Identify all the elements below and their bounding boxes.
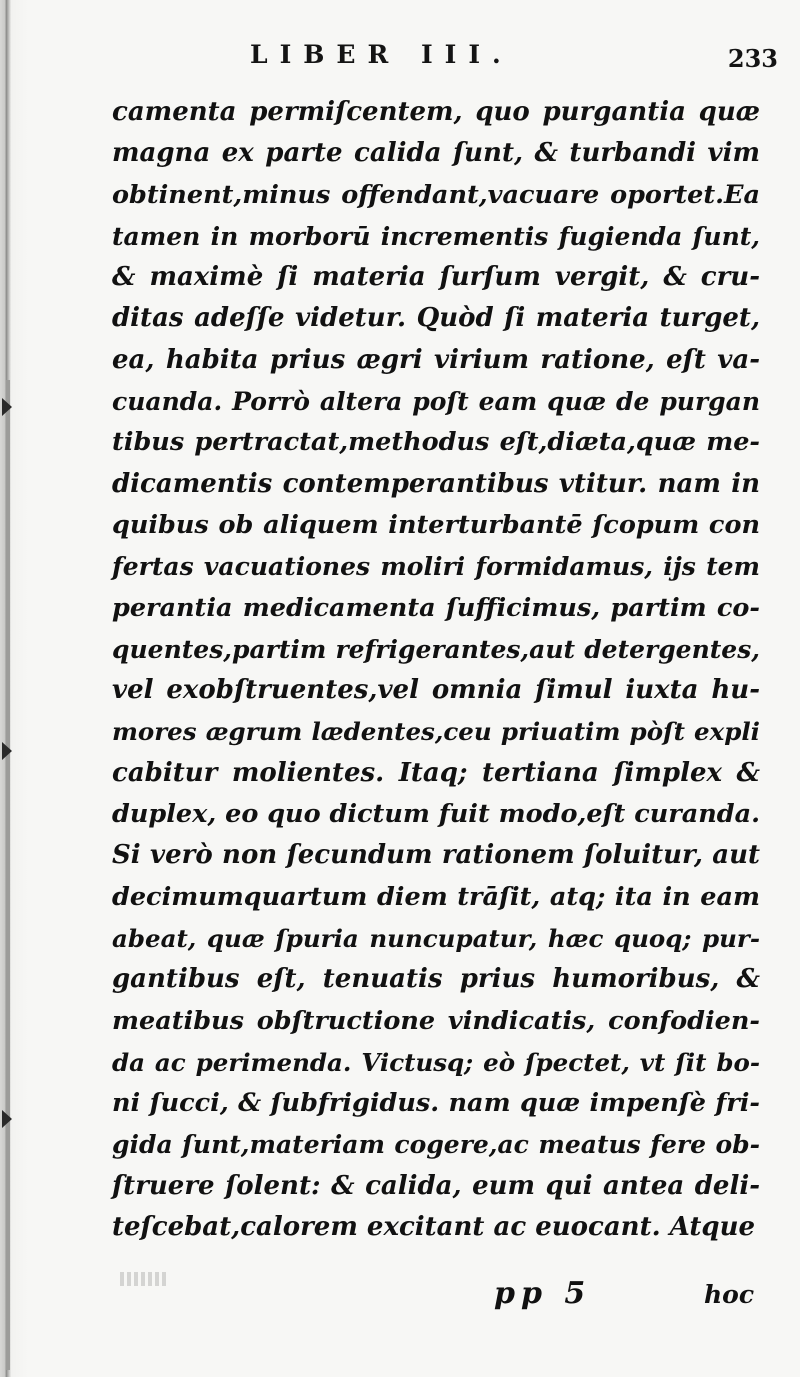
text-line: ni ſucci, & ſubfrigidus. nam quæ impenſè fri- [112, 1088, 760, 1119]
text-line: perantia medicamenta ſufficimus, partim co- [112, 592, 760, 623]
text-line: cabitur molientes. Itaq; tertiana ſimplex & [112, 757, 760, 788]
text-line: & maximè ſi materia ſurſum vergit, & cru- [112, 262, 760, 293]
text-line: quentes,partim refrigerantes,aut detergentes, [112, 634, 760, 664]
text-line: Si verò non ſecundum rationem ſoluitur, aut [112, 840, 760, 871]
text-line: camenta permiſcentem, quo purgantia quæ [112, 97, 760, 127]
page-gutter [0, 0, 28, 1377]
text-line: teſcebat,calorem excitant ac euocant. Atque [112, 1212, 756, 1243]
text-line: quibus ob aliquem interturbantē ſcopum con [112, 509, 760, 540]
text-line: obtinent,minus offendant,vacuare oportet.Ea [112, 179, 760, 210]
text-line: da ac perimenda. Victusq; eò ſpectet, vt ſit bo- [112, 1047, 760, 1077]
page-number: 233 [727, 44, 778, 73]
text-line: tamen in morborū incrementis fugienda ſunt, [112, 221, 760, 251]
text-line: vel exobſtruentes,vel omnia ſimul iuxta hu- [112, 675, 760, 706]
text-line: meatibus obſtructione vindicatis, confodien- [112, 1005, 760, 1036]
text-line: gantibus eſt, tenuatis prius humoribus, & [112, 964, 760, 995]
text-line: cuanda. Porrò altera poſt eam quæ de purgan [112, 387, 760, 417]
text-line: tibus pertractat,methodus eſt,diæta,quæ me- [112, 427, 760, 458]
text-line: ea, habita prius ægri virium ratione, eſt va- [112, 344, 760, 375]
text-line: abeat, quæ ſpuria nuncupatur, hæc quoq; pur- [112, 923, 760, 953]
text-line: gida ſunt,materiam cogere,ac meatus fere ob- [112, 1130, 760, 1160]
text-line: ditas adeſſe videtur. Quòd ſi materia turget, [112, 303, 760, 334]
text-line: mores ægrum lædentes,ceu priuatim pòſt expli [112, 717, 760, 747]
text-line: fertas vacuationes moliri formidamus, ijs tem [112, 552, 760, 582]
running-head: LIBER III. [250, 40, 513, 69]
text-line: dicamentis contemperantibus vtitur. nam in [112, 468, 760, 499]
text-line: magna ex parte calida ſunt, & turbandi vim [112, 138, 760, 169]
catchword: hoc [704, 1280, 755, 1309]
signature-mark: pp 5 [494, 1276, 592, 1311]
text-line: ſtruere ſolent: & calida, eum qui antea deli- [112, 1170, 760, 1201]
text-line: duplex, eo quo dictum fuit modo,eſt curanda. [112, 799, 760, 830]
body-text [112, 92, 760, 1248]
bleed-through-mark [120, 1272, 166, 1286]
text-line: decimumquartum diem trāſit, atq; ita in eam [112, 881, 760, 912]
binding-edge [6, 380, 10, 1370]
